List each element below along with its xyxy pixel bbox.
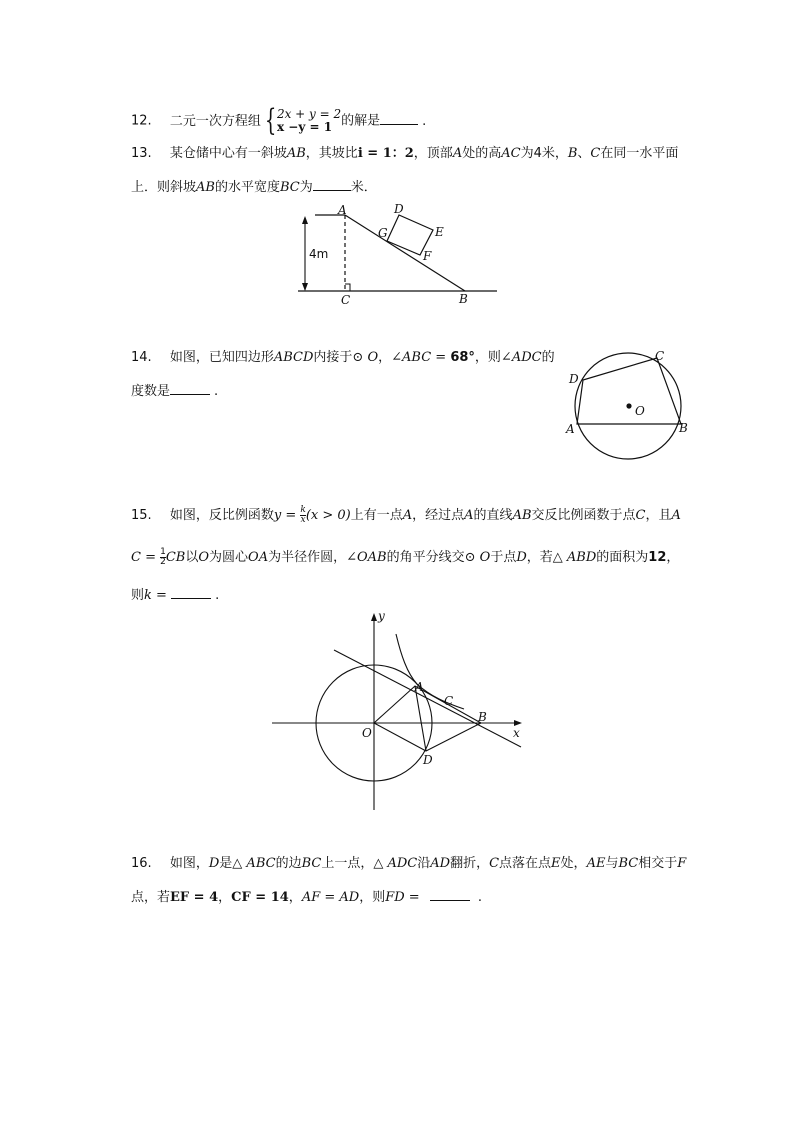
- q15-var: k =: [144, 588, 172, 603]
- q15-text: 的直线: [473, 508, 513, 523]
- q16-var: E: [551, 856, 561, 871]
- q13-text: 为4米，: [520, 146, 568, 161]
- q16-var: △ ADC: [373, 856, 418, 871]
- slope-figure: [295, 200, 505, 310]
- q13-text: 某仓储中心有一斜坡: [169, 146, 287, 161]
- q13-text: 米．: [350, 180, 377, 195]
- q13-line-1: [131, 144, 678, 164]
- q16-line-1: [131, 854, 686, 874]
- answer-blank[interactable]: [430, 886, 470, 901]
- axis-x-label: x: [513, 726, 520, 740]
- q16-text: 的边: [275, 856, 302, 871]
- q16-var: AF = AD: [301, 890, 360, 905]
- q13-text: 为: [299, 180, 313, 195]
- q15-line-1: [131, 506, 681, 526]
- q16-text: 相交于: [638, 856, 678, 871]
- question-number: 15.: [131, 508, 152, 523]
- label-A: A: [566, 422, 575, 436]
- q16-var: △ ABC: [232, 856, 276, 871]
- q13-text: 、: [577, 146, 591, 161]
- q14-var: ∠ADC: [500, 350, 542, 365]
- equation-1: 2x + y = 2: [276, 107, 342, 121]
- q16-text: ，: [218, 890, 232, 905]
- q15-text: 为圆心: [209, 550, 249, 565]
- q15-end: .: [215, 588, 220, 603]
- q14-text: ，: [378, 350, 392, 365]
- q14-var: ⊙ O: [352, 350, 379, 365]
- q13-var: AC: [501, 146, 521, 161]
- question-number: 12.: [131, 113, 152, 129]
- q15-var: A: [402, 508, 413, 523]
- label-O: O: [362, 726, 372, 740]
- q15-var: A: [464, 508, 474, 523]
- label-E: E: [435, 225, 444, 239]
- q15-text: 交反比例函数于点: [531, 508, 636, 523]
- q14-text: 度数是: [131, 384, 171, 399]
- q15-var: C =: [131, 550, 161, 565]
- q15-text: 的角平分线交: [386, 550, 465, 565]
- question-number: 16.: [131, 856, 152, 871]
- q16-text: 上一点，: [321, 856, 374, 871]
- q14-text: 如图，已知四边形: [169, 350, 274, 365]
- q14-var: ∠ABC =: [391, 350, 451, 365]
- q15-var: △ ABD: [552, 550, 597, 565]
- label-C: C: [655, 349, 665, 363]
- question-number: 13.: [131, 146, 152, 161]
- label-B: B: [459, 292, 468, 306]
- q13-text: ，其坡比: [305, 146, 358, 161]
- q12-text-after: 的解是: [341, 113, 381, 129]
- q16-line-2: [131, 886, 482, 908]
- label-G: G: [378, 226, 388, 240]
- q13-var: B: [567, 146, 578, 161]
- q12-text-before: 二元一次方程组: [169, 113, 261, 129]
- q15-var: C: [635, 508, 646, 523]
- q13-var: AB: [196, 180, 215, 195]
- denominator: x: [300, 515, 306, 525]
- q16-var: AE: [586, 856, 606, 871]
- equation-system: [277, 108, 341, 134]
- numerator: k: [300, 505, 306, 515]
- q13-text: 的水平宽度: [214, 180, 280, 195]
- q16-text: 是: [219, 856, 233, 871]
- q16-var: AD: [430, 856, 451, 871]
- height-label: 4m: [309, 247, 329, 261]
- label-C: C: [341, 293, 351, 307]
- label-D: D: [394, 202, 404, 216]
- q13-text: 在同一水平面: [600, 146, 679, 161]
- q15-var: CB: [165, 550, 186, 565]
- label-A: A: [338, 203, 347, 217]
- q12-end: .: [422, 113, 427, 129]
- q16-end: .: [477, 890, 482, 905]
- label-D: D: [569, 372, 579, 386]
- q15-value: 12: [648, 550, 667, 565]
- coordinate-figure: [270, 610, 532, 820]
- label-B: B: [478, 710, 487, 724]
- label-F: F: [423, 249, 432, 263]
- label-A: A: [415, 680, 424, 694]
- equation-2: x −y = 1: [276, 120, 333, 134]
- label-O: O: [635, 404, 645, 418]
- q14-text: ，则: [474, 350, 501, 365]
- q16-text: 如图，: [169, 856, 209, 871]
- q12-line: [131, 103, 427, 138]
- q15-var: D: [516, 550, 527, 565]
- answer-blank[interactable]: [170, 380, 210, 395]
- q16-text: ，则: [359, 890, 386, 905]
- q15-var: y =: [273, 508, 301, 523]
- label-D: D: [423, 753, 433, 767]
- numerator: 1: [160, 547, 166, 557]
- q16-var: BC: [618, 856, 639, 871]
- q15-line-2: [131, 548, 679, 568]
- system-brace: {: [264, 103, 277, 138]
- q16-text: 沿: [417, 856, 431, 871]
- q15-text: 为半径作圆，: [268, 550, 347, 565]
- q15-text: ，经过点: [412, 508, 465, 523]
- q13-var: BC: [279, 180, 300, 195]
- q15-text: 上有一点: [350, 508, 403, 523]
- q15-var: O: [198, 550, 210, 565]
- q15-text: 如图，反比例函数: [169, 508, 274, 523]
- question-number: 14.: [131, 350, 152, 365]
- q15-line-3: [131, 584, 219, 606]
- answer-blank[interactable]: [380, 110, 418, 125]
- q13-text: 处的高: [462, 146, 502, 161]
- q15-var: ⊙ O: [464, 550, 491, 565]
- q15-text: ，且: [645, 508, 672, 523]
- q16-text: ，: [288, 890, 302, 905]
- q16-var: BC: [301, 856, 322, 871]
- q16-var: C: [489, 856, 500, 871]
- q14-angle: 68°: [450, 350, 475, 365]
- q15-var: AB: [512, 508, 532, 523]
- q13-var: AB: [286, 146, 306, 161]
- q16-text: 与: [605, 856, 619, 871]
- denominator: 2: [160, 557, 166, 567]
- circle-quadrilateral-figure: [562, 345, 697, 465]
- q15-text: ，: [666, 550, 680, 565]
- q16-var: CF = 14: [231, 890, 289, 905]
- axis-y-label: y: [378, 609, 385, 623]
- q14-text: 内接于: [313, 350, 353, 365]
- q16-var: FD =: [385, 890, 424, 905]
- q13-var: A: [452, 146, 463, 161]
- q15-text: 以: [185, 550, 199, 565]
- q16-text: 处，: [560, 856, 587, 871]
- q15-text: ，若: [526, 550, 553, 565]
- q14-text: 的: [541, 350, 555, 365]
- q15-var: ∠OAB: [346, 550, 387, 565]
- q16-text: 点落在点: [499, 856, 552, 871]
- q13-ratio: i = 1：2: [357, 146, 414, 161]
- q16-text: 翻折，: [450, 856, 490, 871]
- q15-var: A: [671, 508, 681, 523]
- answer-blank[interactable]: [171, 584, 211, 599]
- q14-var: ABCD: [273, 350, 314, 365]
- q13-var: C: [590, 146, 601, 161]
- q15-var: (x > 0): [305, 508, 351, 523]
- q15-text: 则: [131, 588, 145, 603]
- q13-text: 上．则斜坡: [131, 180, 197, 195]
- q16-var: F: [677, 856, 687, 871]
- label-B: B: [679, 421, 688, 435]
- q16-text: 点，若: [131, 890, 171, 905]
- q16-var: D: [208, 856, 220, 871]
- q14-end: .: [214, 384, 219, 399]
- q16-var: EF = 4: [170, 890, 219, 905]
- q13-line-2: [131, 176, 377, 198]
- label-C: C: [444, 694, 454, 708]
- q15-var: OA: [248, 550, 269, 565]
- q14-line-2: [131, 380, 218, 402]
- q13-text: ，顶部: [413, 146, 453, 161]
- q15-text: 的面积为: [596, 550, 649, 565]
- q14-line-1: [131, 348, 555, 368]
- answer-blank[interactable]: [313, 176, 351, 191]
- q15-text: 于点: [490, 550, 517, 565]
